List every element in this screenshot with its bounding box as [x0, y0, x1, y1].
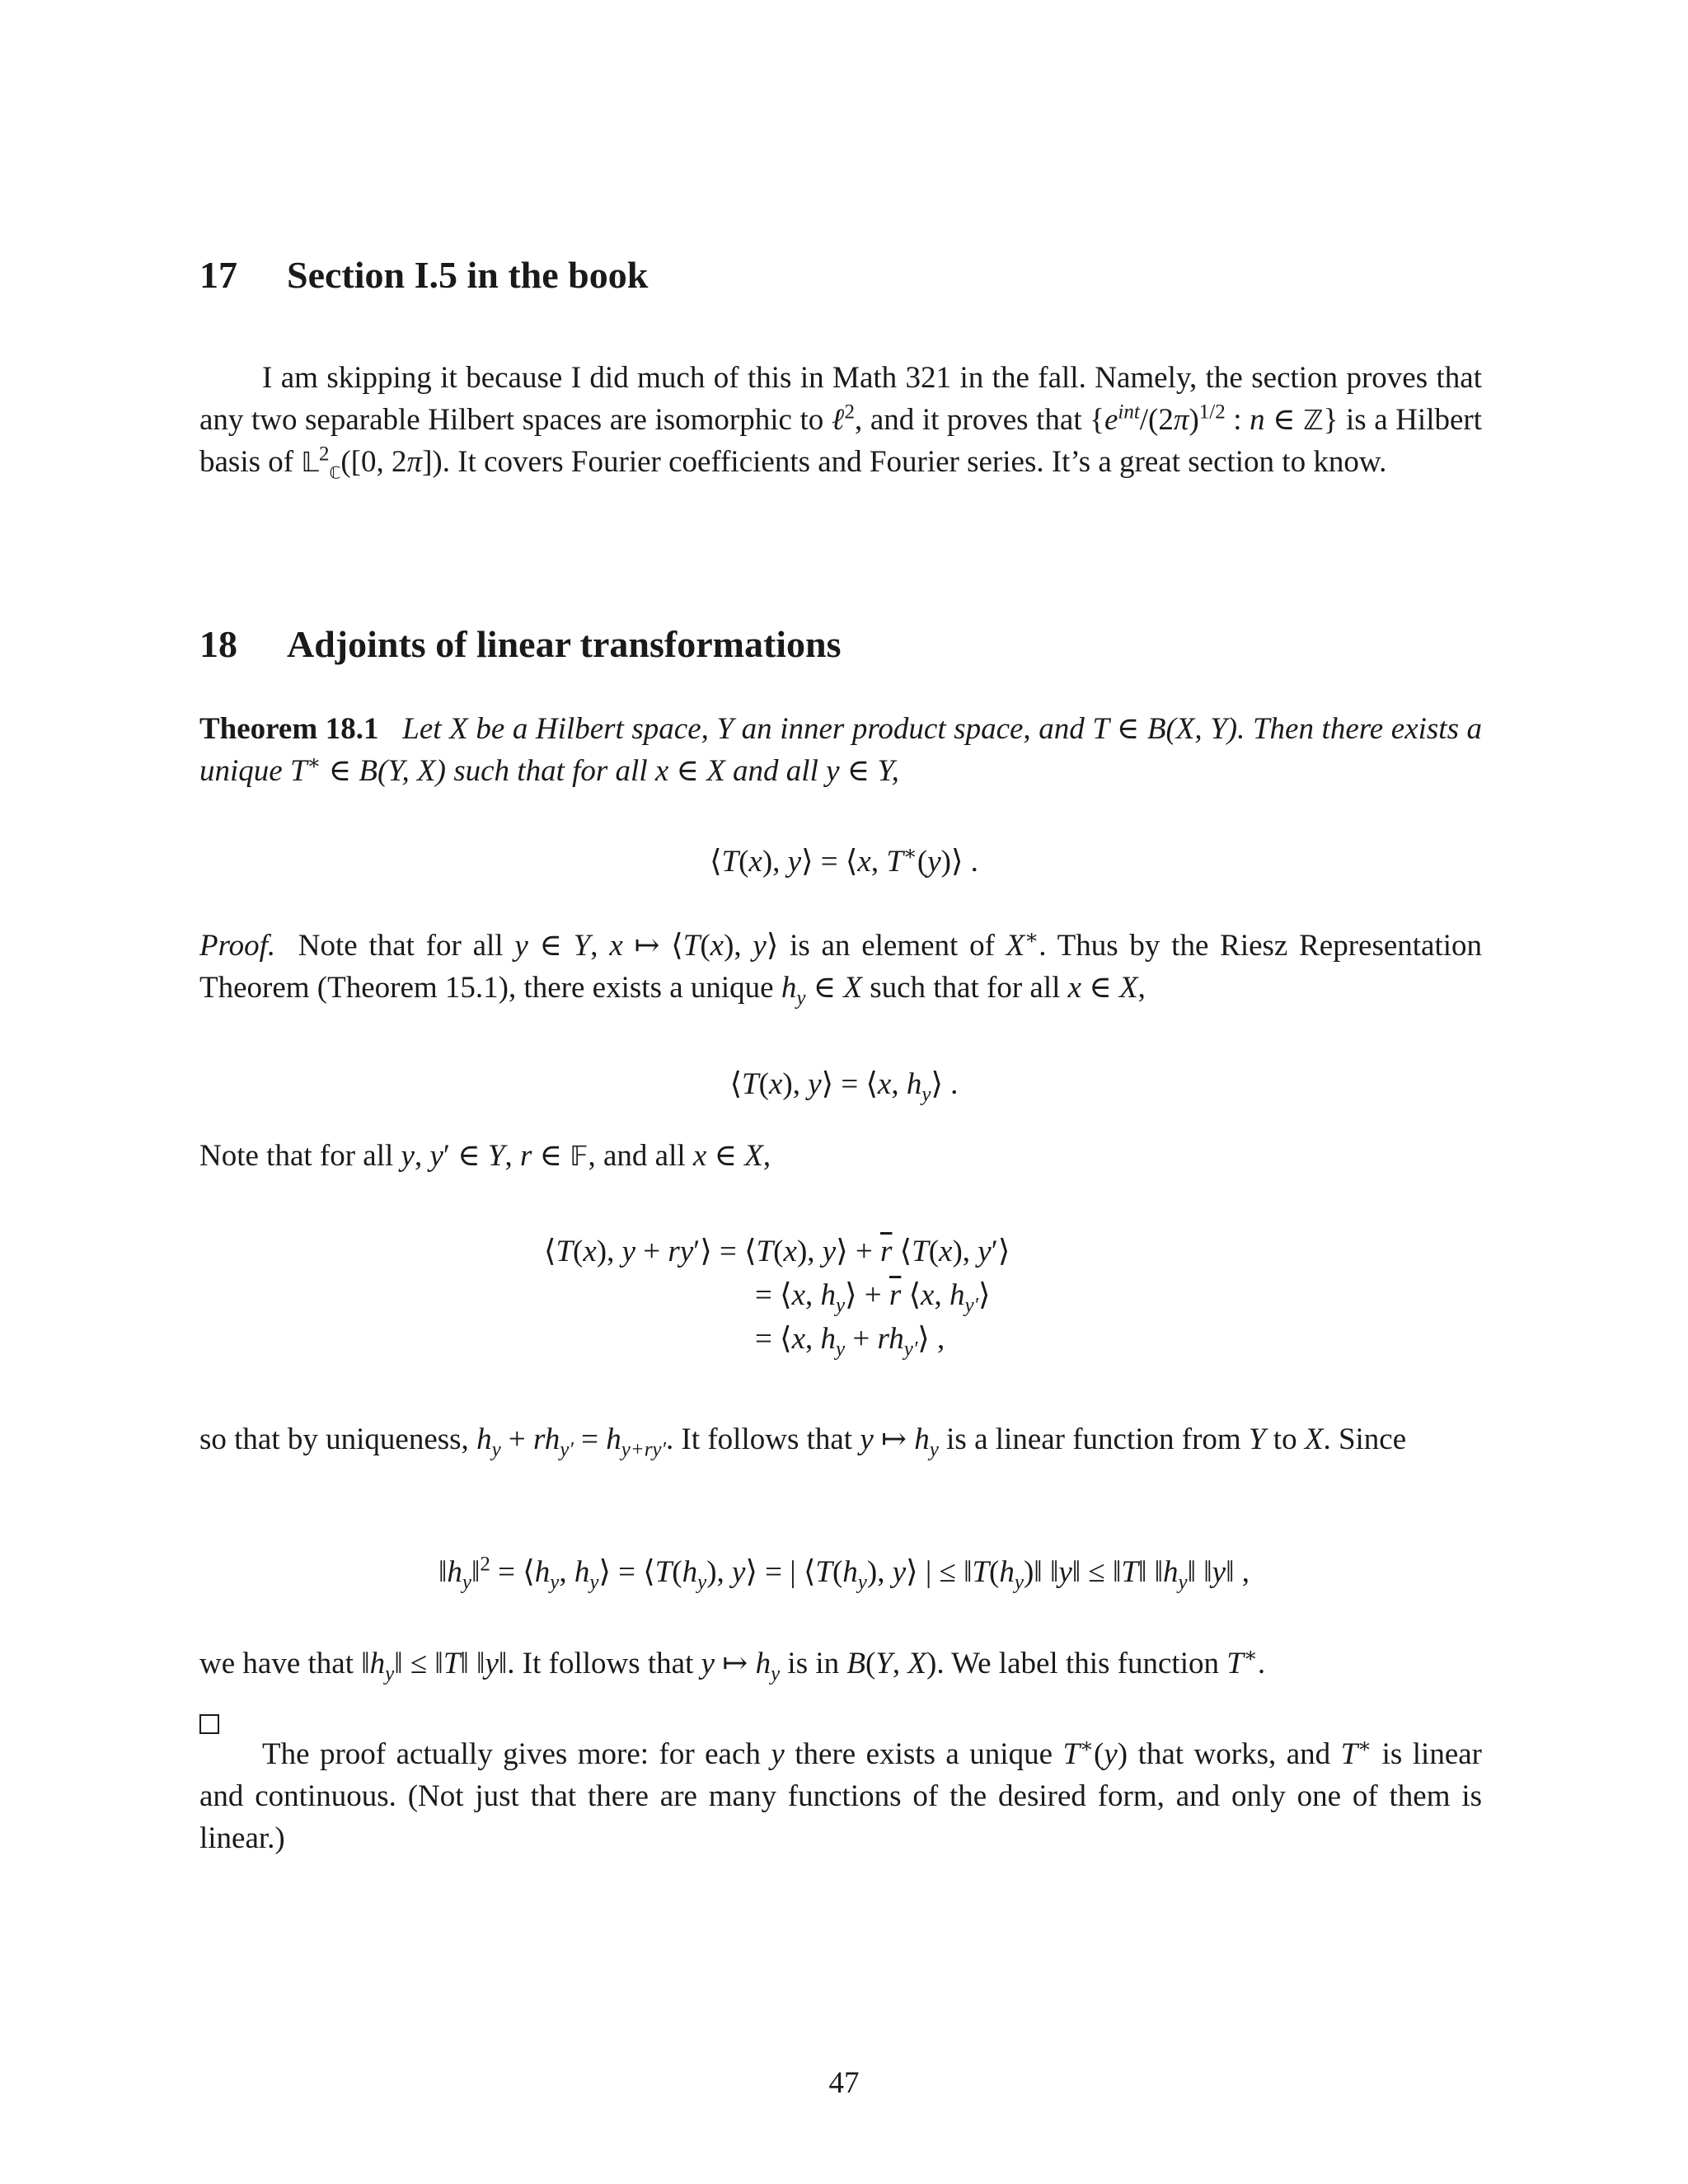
proof-conclusion-line: we have that $‖h_y‖$ ≤ ‖T‖ ‖y‖. It follows that y ↦ $h_y$ is in B(Y, X). We label this function T∗. [199, 1644, 1266, 1685]
page-number: 47 [828, 2066, 860, 2100]
qed-square-icon [199, 1714, 219, 1734]
section-18-heading [199, 621, 842, 668]
proof-paragraph-1: Proof. Note that for all y ∈ Y, x ↦ ⟨T(x), y⟩ is an element of X∗. Thus by the Riesz Representation Theorem (Theorem 15.1), there exists a unique $h_y$ ∈ X such that for all x ∈ X, [199, 926, 1483, 1010]
aligned-equation-row-3: = ⟨x, $h_y$ + $rh_{y'}⟩$ , [755, 1322, 945, 1361]
section-17-title: Section I.5 in the book [287, 254, 649, 296]
proof-note-line: Note that for all y, y′ ∈ Y, r ∈ 𝔽, and all x ∈ X, [199, 1139, 771, 1173]
equation-norm-bound: $‖h_y‖^2$ = $⟨h_y$, $h_y⟩$ = $⟨T(h_y)$, y⟩ = | $⟨T(h_y)$, y⟩ | ≤ $‖T(h_y)‖$ ‖y‖ ≤ ‖T‖ $‖h_y‖$ ‖y‖ , [438, 1553, 1250, 1594]
section-17-paragraph: I am skipping it because I did much of this in Math 321 in the fall. Namely, the section proves that any two separable Hilbert spaces are isomorphic to ℓ$^2$, and it proves that {$e^{int}/(2\pi)^{1/2}$ : n ∈ ℤ} is a Hilbert basis of 𝕃$^2_ℂ$([0, 2π]). It covers Fourier coefficients and Fourier series. It’s a great section to know. [199, 361, 1483, 483]
closing-paragraph: The proof actually gives more: for each y there exists a unique T∗(y) that works, and T∗ is linear and continuous. (Not just that there are many functions of the desired form, and only one of them is linear.) [199, 1735, 1482, 1855]
equation-adjoint-definition: ⟨T(x), y⟩ = ⟨x, T∗(y)⟩ . [710, 842, 978, 879]
proof-paragraph-uniqueness: so that by uniqueness, $h_y + rh_{y'} = h_{y+ry'}$. It follows that y ↦ $h_y$ is a linear function from Y to X. Since [199, 1422, 1407, 1461]
section-17-number: 17 [199, 254, 237, 296]
section-17-heading [199, 252, 648, 298]
aligned-equation-row-1: ⟨T(x), y + ry′⟩ = ⟨T(x), y⟩ + $\overline{r}$ ⟨T(x), y′⟩ [544, 1235, 1010, 1268]
equation-riesz: ⟨T(x), y⟩ = ⟨x, $h_y⟩$ . [729, 1067, 959, 1106]
proof-label: Proof. [199, 929, 276, 963]
section-18-title: Adjoints of linear transformations [287, 623, 842, 665]
section-18-number: 18 [199, 623, 237, 665]
theorem-label: Theorem 18.1 [199, 712, 379, 746]
theorem-18-1: Theorem 18.1 Let X be a Hilbert space, Y an inner product space, and T ∈ B(X, Y). Then there exists a unique T∗ ∈ B(Y, X) such that for all x ∈ X and all y ∈ Y, [199, 712, 1483, 788]
aligned-equation-row-2: = ⟨x, $h_y⟩ + \overline{r}$ ⟨x, $h_{y'}⟩$ [755, 1278, 991, 1317]
